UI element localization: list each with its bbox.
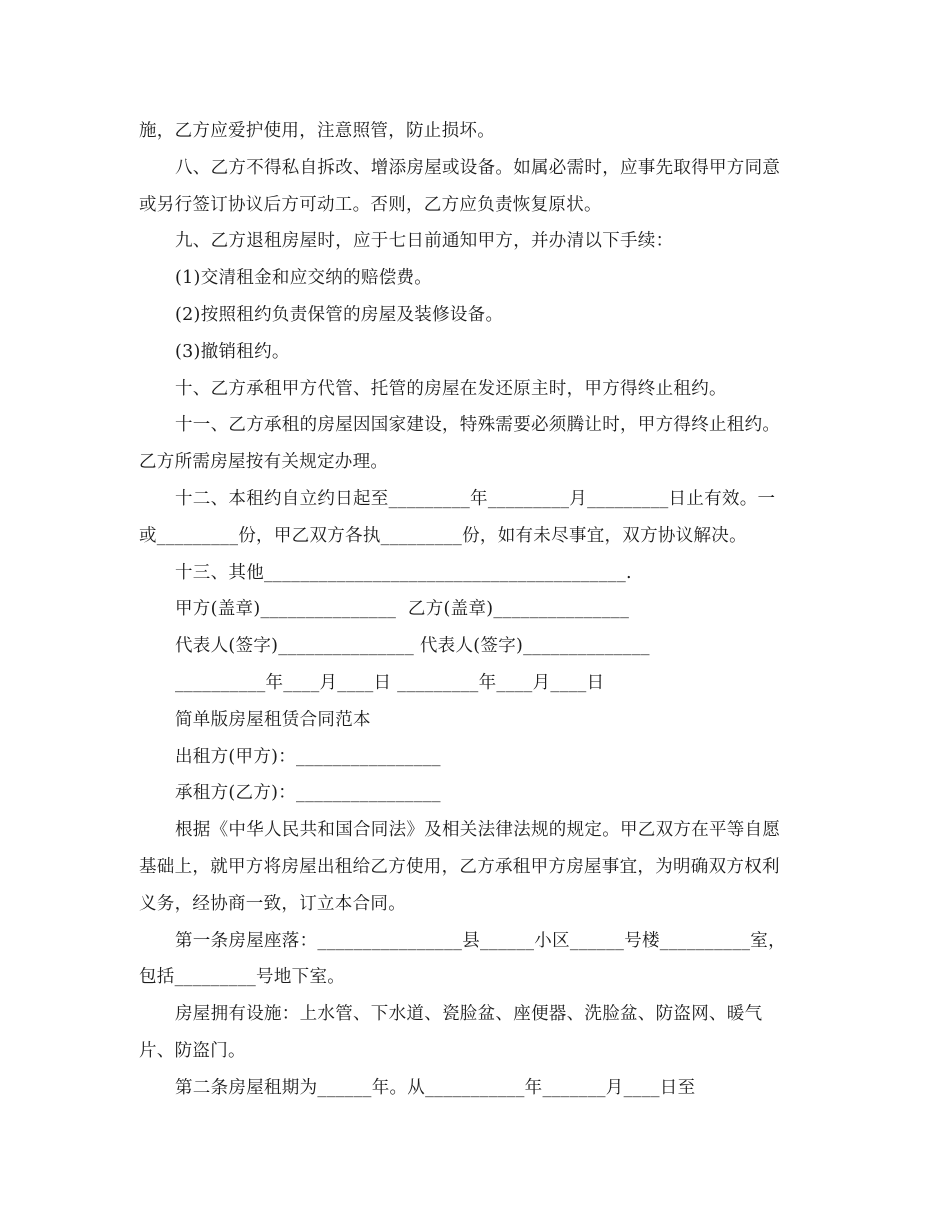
text-line: 义务，经协商一致，订立本合同。 [139,893,406,914]
signature-line-representatives: 代表人(签字)_______________ 代表人(签字)______________ [175,636,650,657]
text-line: 十、乙方承租甲方代管、托管的房屋在发还原主时，甲方得终止租约。 [175,378,727,399]
text-line: 或_________份，甲乙双方各执_________份，如有未尽事宜，双方协议解决。 [139,525,747,546]
section-title: 简单版房屋租赁合同范本 [175,709,371,730]
text-line: 十一、乙方承租的房屋因国家建设，特殊需要必须腾让时，甲方得终止租约。 [175,415,781,436]
text-line: 第一条房屋座落：________________县______小区______号楼__________室， [175,930,786,951]
text-line: 乙方所需房屋按有关规定办理。 [139,452,389,473]
text-line: 片、防盗门。 [139,1040,246,1061]
text-line: 十三、其他________________________________________. [175,562,632,583]
date-line: __________年____月____日 _________年____月____日 [175,672,605,693]
text-line: 根据《中华人民共和国合同法》及相关法律法规的规定。甲乙双方在平等自愿 [175,820,781,841]
lessee-field: 承租方(乙方)：________________ [175,783,441,804]
text-line: 房屋拥有设施：上水管、下水道、瓷脸盆、座便器、洗脸盆、防盗网、暖气 [175,1004,763,1025]
text-line: 八、乙方不得私自拆改、增添房屋或设备。如属必需时，应事先取得甲方同意 [175,157,781,178]
text-line: 九、乙方退租房屋时，应于七日前通知甲方，并办清以下手续： [175,231,674,252]
text-line: 施，乙方应爱护使用，注意照管，防止损坏。 [139,121,495,141]
signature-line-party-a-b: 甲方(盖章)_______________ 乙方(盖章)_______________ [175,599,630,620]
lessor-field: 出租方(甲方)：________________ [175,746,441,767]
contract-page [139,113,819,1107]
text-line: (3)撤销租约。 [175,341,290,362]
text-line: 十二、本租约自立约日起至_________年_________月_________日止有效。一 [175,488,776,509]
text-line: 或另行签订协议后方可动工。否则，乙方应负责恢复原状。 [139,194,602,215]
text-line: 包括_________号地下室。 [139,967,346,988]
text-line: (2)按照租约负责保管的房屋及装修设备。 [175,304,504,325]
text-line: 基础上，就甲方将房屋出租给乙方使用，乙方承租甲方房屋事宜，为明确双方权利 [139,856,780,877]
text-line: (1)交清租金和应交纳的赔偿费。 [175,268,433,289]
text-line: 第二条房屋租期为______年。从___________年_______月____日至 [175,1077,696,1098]
